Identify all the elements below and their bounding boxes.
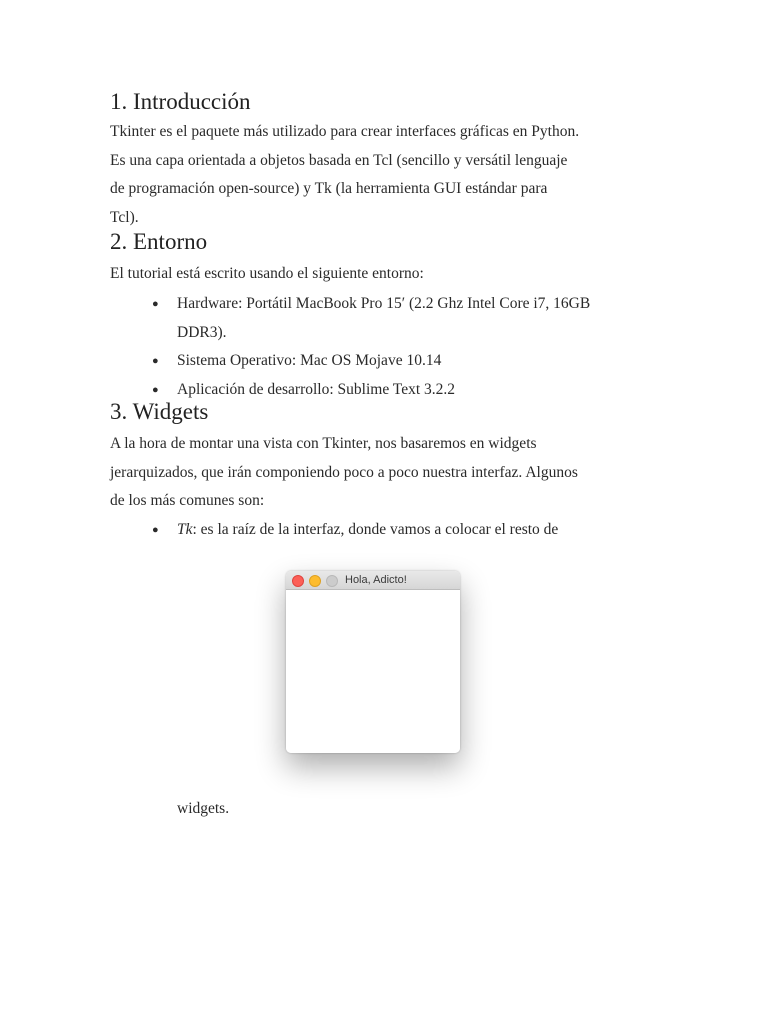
section-heading-introduccion: 1. Introducción (110, 89, 251, 114)
hardware-line-2: DDR3). (177, 323, 227, 341)
entorno-list (150, 290, 670, 404)
minimize-button-icon (309, 575, 321, 587)
intro-line-1: Tkinter es el paquete más utilizado para crear interfaces gráficas en Python. (110, 123, 580, 140)
tk-term: Tk (177, 521, 193, 538)
widgets-line-3: de los más comunes son: (110, 492, 265, 509)
list-item-aplicacion (150, 376, 670, 405)
intro-line-2: Es una capa orientada a objetos basada en Tcl (sencillo y versátil lenguaje (110, 151, 568, 169)
bullet-dot: ● (152, 298, 159, 310)
section-heading-widgets: 3. Widgets (110, 399, 209, 424)
list-item-tk (150, 516, 670, 545)
close-button-icon (292, 575, 304, 587)
tk-window-screenshot (286, 571, 460, 753)
intro-paragraph (110, 118, 670, 232)
list-item-sistema (150, 347, 670, 376)
after-image-text: widgets. (177, 800, 230, 817)
aplicacion-text: Aplicación de desarrollo: Sublime Text 3.2.2 (177, 380, 456, 398)
entorno-line-1: El tutorial está escrito usando el siguiente entorno: (110, 265, 424, 282)
window-titlebar (286, 571, 460, 590)
tk-text: : es la raíz de la interfaz, donde vamos a colocar el resto de (192, 521, 559, 538)
widgets-line-2: jerarquizados, que irán componiendo poco a poco nuestra interfaz. Algunos (110, 463, 578, 481)
widgets-line-1: A la hora de montar una vista con Tkinter, nos basaremos en widgets (110, 435, 537, 452)
bullet-dot: ● (152, 524, 159, 536)
widgets-list (150, 516, 670, 545)
section-heading-entorno: 2. Entorno (110, 229, 208, 254)
intro-line-3: de programación open-source) y Tk (la herramienta GUI estándar para (110, 180, 548, 197)
sistema-text: Sistema Operativo: Mac OS Mojave 10.14 (177, 352, 442, 369)
bullet-dot: ● (152, 355, 159, 367)
window-body (286, 590, 460, 753)
hardware-line-1: Hardware: Portátil MacBook Pro 15′ (2.2 Ghz Intel Core i7, 16GB (177, 295, 591, 312)
zoom-button-icon (326, 575, 338, 587)
window-title: Hola, Adicto! (345, 574, 407, 586)
bullet-dot: ● (152, 383, 159, 396)
entorno-paragraph (110, 260, 670, 289)
list-item-hardware (150, 290, 670, 347)
widgets-paragraph (110, 430, 670, 516)
intro-line-4: Tcl). (110, 208, 139, 226)
